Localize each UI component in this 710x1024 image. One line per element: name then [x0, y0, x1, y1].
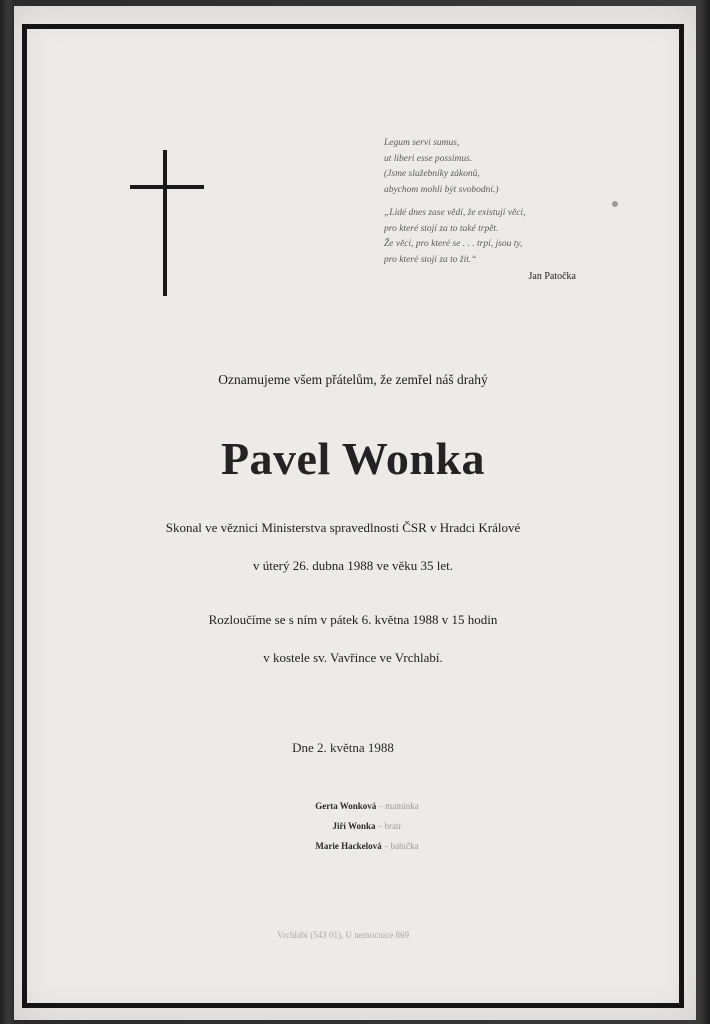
cross-icon-bar — [130, 185, 204, 189]
epigraph-line: pro které stojí za to žít.“ — [384, 254, 477, 265]
epigraph-line: Že věci, pro které se . . . trpí, jsou ty, — [384, 239, 523, 249]
deceased-name: Pavel Wonka — [220, 433, 486, 484]
cross-icon — [163, 150, 167, 296]
death-date: v úterý 26. dubna 1988 ve věku 35 let. — [252, 558, 453, 573]
epigraph-line: abychom mohli být svobodní.) — [384, 184, 499, 195]
signatory-name: Marie Hackelová — [315, 841, 382, 851]
epigraph — [384, 136, 624, 285]
epigraph-line: ut liberi esse possimus. — [384, 153, 473, 164]
signatory-relation: – maminka — [376, 801, 419, 811]
epigraph-line: „Lidé dnes zase vědí, že existují věci, — [384, 208, 526, 218]
notice-date: Dne 2. května 1988 — [292, 740, 394, 755]
epigraph-line: Legum servi sumus, — [384, 138, 460, 148]
farewell-place: v kostele sv. Vavřince ve Vrchlabí. — [263, 650, 443, 665]
epigraph-line: (Jsme služebníky zákonů, — [384, 169, 480, 179]
announcement: Oznamujeme všem přátelům, že zemřel náš drahý — [218, 372, 488, 387]
farewell-time: Rozloučíme se s ním v pátek 6. května 1988 v 15 hodin — [208, 612, 498, 627]
signatory — [36, 836, 698, 857]
signatory-relation: – bratr — [375, 821, 402, 831]
family-address: Vrchlabí (543 01), U nemocnice 869 — [277, 930, 409, 940]
signatory-name: Jiří Wonka — [332, 821, 376, 831]
signatory-name: Gerta Wonková — [315, 801, 377, 811]
epigraph-line: pro které stojí za to také trpět. — [384, 223, 499, 234]
death-place: Skonal ve věznici Ministerstva spravedlnosti ČSR v Hradci Králové — [165, 520, 521, 535]
signatory — [36, 796, 698, 817]
epigraph-author: Jan Patočka — [528, 271, 576, 282]
signatory — [36, 816, 698, 837]
signatory-relation: – babička — [381, 841, 419, 851]
